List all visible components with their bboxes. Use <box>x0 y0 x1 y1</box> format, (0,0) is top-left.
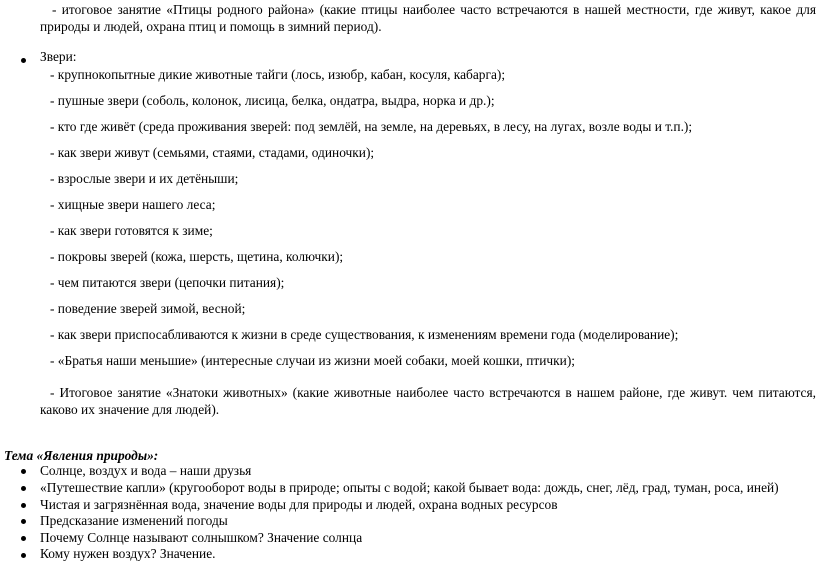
nature-section-heading: Тема «Явления природы»: <box>4 448 159 464</box>
birds-final-lesson-paragraph: - итоговое занятие «Птицы родного района» (какие птицы наиболее часто встречаются в нашей местности, где живут, какое для природы и людей, охрана птиц и помощь в зимний период). <box>40 2 816 34</box>
bullet-icon <box>21 469 26 474</box>
nature-topic-item: «Путешествие капли» (кругооборот воды в природе; опыты с водой; какой бывает вода: дождь, снег, лёд, град, туман, роса, иней) <box>40 480 779 495</box>
animals-topic-item: - как звери живут (семьями, стаями, стадами, одиночки); <box>50 145 375 160</box>
nature-topic-item: Чистая и загрязнённая вода, значение воды для природы и людей, охрана водных ресурсов <box>40 497 558 512</box>
bullet-icon <box>21 553 26 558</box>
animals-final-lesson-paragraph: - Итоговое занятие «Знатоки животных» (какие животные наиболее часто встречаются в нашем районе, где живут. чем питаются, каково их значение для людей). <box>40 385 816 417</box>
nature-topic-item: Кому нужен воздух? Значение. <box>40 546 216 561</box>
bullet-icon <box>21 536 26 541</box>
animals-topic-item: - пушные звери (соболь, колонок, лисица, белка, ондатра, выдра, норка и др.); <box>50 93 495 108</box>
nature-topic-item: Почему Солнце называют солнышком? Значение солнца <box>40 530 363 545</box>
animals-topic-item: - чем питаются звери (цепочки питания); <box>50 275 285 290</box>
nature-topic-item: Предсказание изменений погоды <box>40 513 228 528</box>
bullet-icon <box>21 58 26 63</box>
bullet-icon <box>21 503 26 508</box>
bullet-icon <box>21 486 26 491</box>
bullet-icon <box>21 519 26 524</box>
animals-topic-item: - поведение зверей зимой, весной; <box>50 301 246 316</box>
animals-topic-item: - покровы зверей (кожа, шерсть, щетина, колючки); <box>50 249 344 264</box>
animals-topic-item: - как звери приспосабливаются к жизни в среде существования, к изменениям времени года (моделирование); <box>50 327 679 342</box>
animals-topic-item: - «Братья наши меньшие» (интересные случаи из жизни моей собаки, моей кошки, птички); <box>50 353 576 368</box>
animals-title: Звери: <box>40 49 77 64</box>
animals-topic-item: - хищные звери нашего леса; <box>50 197 216 212</box>
nature-topic-item: Солнце, воздух и вода – наши друзья <box>40 463 252 478</box>
animals-topic-item: - взрослые звери и их детёныши; <box>50 171 239 186</box>
animals-topic-item: - крупнокопытные дикие животные тайги (лось, изюбр, кабан, косуля, кабарга); <box>50 67 506 82</box>
animals-topic-item: - кто где живёт (среда проживания зверей: под землёй, на земле, на деревьях, в лесу, на лугах, возле воды и т.п.); <box>50 119 693 134</box>
animals-topic-item: - как звери готовятся к зиме; <box>50 223 213 238</box>
